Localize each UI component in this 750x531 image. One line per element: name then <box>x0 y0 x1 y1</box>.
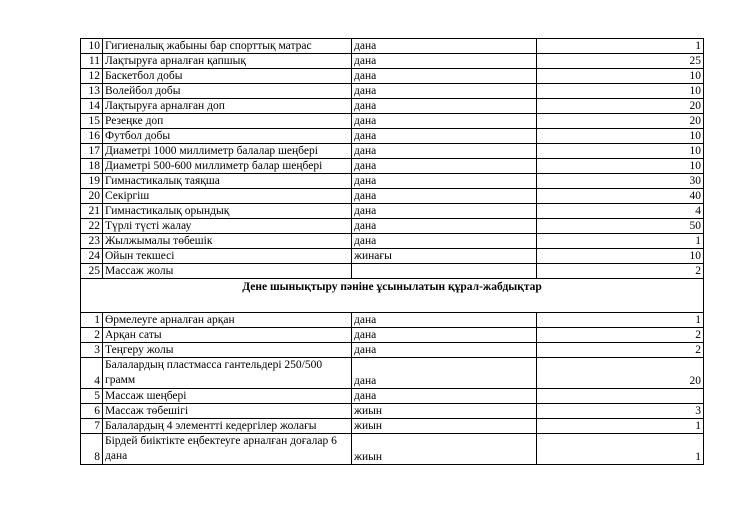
item-name: Бірдей биіктікте еңбектеуге арналған доғалар 6 дана <box>103 434 352 465</box>
item-quantity: 1 <box>537 434 704 465</box>
item-quantity: 30 <box>537 174 704 189</box>
item-name: Диаметрі 500-600 миллиметр балар шеңбері <box>103 159 352 174</box>
item-quantity: 20 <box>537 358 704 389</box>
row-number: 22 <box>81 219 103 234</box>
item-name: Волейбол добы <box>103 84 352 99</box>
row-number: 24 <box>81 249 103 264</box>
item-quantity: 2 <box>537 264 704 279</box>
row-number: 1 <box>81 313 103 328</box>
item-name: Өрмелеуге арналған арқан <box>103 313 352 328</box>
item-name: Баскетбол добы <box>103 69 352 84</box>
item-unit: дана <box>352 54 537 69</box>
item-name: Балалардың 4 элементті кедергілер жолағы <box>103 419 352 434</box>
item-unit: жиын <box>352 404 537 419</box>
row-number: 2 <box>81 328 103 343</box>
item-quantity: 10 <box>537 159 704 174</box>
table-row <box>81 313 704 328</box>
item-quantity: 10 <box>537 144 704 159</box>
item-quantity: 2 <box>537 328 704 343</box>
table-row <box>81 159 704 174</box>
item-unit: жинағы <box>352 249 537 264</box>
row-number: 5 <box>81 389 103 404</box>
item-quantity: 10 <box>537 129 704 144</box>
item-quantity: 10 <box>537 249 704 264</box>
item-unit: дана <box>352 174 537 189</box>
section-title: Дене шынықтыру пәніне ұсынылатын құрал-жабдықтар <box>81 279 704 313</box>
item-unit: дана <box>352 159 537 174</box>
item-name: Ойын текшесі <box>103 249 352 264</box>
row-number: 15 <box>81 114 103 129</box>
item-unit: дана <box>352 99 537 114</box>
item-name: Массаж төбешігі <box>103 404 352 419</box>
item-unit: дана <box>352 39 537 54</box>
table-row <box>81 234 704 249</box>
item-name: Гимнастикалық таяқша <box>103 174 352 189</box>
item-quantity: 1 <box>537 313 704 328</box>
item-unit: дана <box>352 313 537 328</box>
item-name: Түрлі түсті жалау <box>103 219 352 234</box>
table-row <box>81 328 704 343</box>
item-name: Диаметрі 1000 миллиметр балалар шеңбері <box>103 144 352 159</box>
item-quantity: 10 <box>537 84 704 99</box>
item-quantity: 25 <box>537 54 704 69</box>
item-quantity: 2 <box>537 343 704 358</box>
item-quantity <box>537 389 704 404</box>
row-number: 21 <box>81 204 103 219</box>
item-unit: жиын <box>352 434 537 465</box>
item-unit: дана <box>352 114 537 129</box>
row-number: 20 <box>81 189 103 204</box>
item-name: Гимнастикалық орындық <box>103 204 352 219</box>
item-quantity: 3 <box>537 404 704 419</box>
item-unit: жиын <box>352 419 537 434</box>
table-row <box>81 99 704 114</box>
item-quantity: 1 <box>537 39 704 54</box>
item-unit: дана <box>352 144 537 159</box>
table-row <box>81 174 704 189</box>
table-row <box>81 249 704 264</box>
row-number: 16 <box>81 129 103 144</box>
item-unit: дана <box>352 189 537 204</box>
table-row <box>81 189 704 204</box>
row-number: 13 <box>81 84 103 99</box>
equipment-table <box>80 38 704 465</box>
item-name: Массаж жолы <box>103 264 352 279</box>
table-row <box>81 144 704 159</box>
row-number: 7 <box>81 419 103 434</box>
row-number: 10 <box>81 39 103 54</box>
item-quantity: 4 <box>537 204 704 219</box>
table-row <box>81 129 704 144</box>
item-name: Резеңке доп <box>103 114 352 129</box>
row-number: 25 <box>81 264 103 279</box>
item-unit: дана <box>352 389 537 404</box>
table-row <box>81 54 704 69</box>
item-name: Секіргіш <box>103 189 352 204</box>
table-row <box>81 69 704 84</box>
item-unit: дана <box>352 358 537 389</box>
item-unit: дана <box>352 129 537 144</box>
table-row <box>81 343 704 358</box>
table-row <box>81 404 704 419</box>
section-header-row <box>81 279 704 313</box>
item-quantity: 50 <box>537 219 704 234</box>
table-row <box>81 434 704 465</box>
table-row <box>81 204 704 219</box>
table-row <box>81 389 704 404</box>
item-quantity: 10 <box>537 69 704 84</box>
row-number: 17 <box>81 144 103 159</box>
table-row <box>81 419 704 434</box>
item-unit: дана <box>352 328 537 343</box>
table-row <box>81 114 704 129</box>
item-quantity: 40 <box>537 189 704 204</box>
row-number: 23 <box>81 234 103 249</box>
item-name: Массаж шеңбері <box>103 389 352 404</box>
item-unit <box>352 264 537 279</box>
item-quantity: 1 <box>537 419 704 434</box>
item-name: Арқан саты <box>103 328 352 343</box>
item-unit: дана <box>352 69 537 84</box>
item-quantity: 20 <box>537 114 704 129</box>
row-number: 14 <box>81 99 103 114</box>
item-name: Теңгеру жолы <box>103 343 352 358</box>
item-name: Жылжымалы төбешік <box>103 234 352 249</box>
row-number: 18 <box>81 159 103 174</box>
table-row <box>81 219 704 234</box>
item-unit: дана <box>352 234 537 249</box>
row-number: 8 <box>81 434 103 465</box>
row-number: 12 <box>81 69 103 84</box>
table-row <box>81 39 704 54</box>
row-number: 4 <box>81 358 103 389</box>
row-number: 11 <box>81 54 103 69</box>
item-name: Футбол добы <box>103 129 352 144</box>
item-unit: дана <box>352 84 537 99</box>
item-name: Балалардың пластмасса гантельдері 250/500 грамм <box>103 358 352 389</box>
item-unit: дана <box>352 219 537 234</box>
row-number: 19 <box>81 174 103 189</box>
table-body <box>81 39 704 465</box>
item-name: Лақтыруға арналған қапшық <box>103 54 352 69</box>
table-row <box>81 358 704 389</box>
item-name: Лақтыруға арналған доп <box>103 99 352 114</box>
row-number: 3 <box>81 343 103 358</box>
table-row <box>81 264 704 279</box>
item-name: Гигиеналық жабыны бар спорттық матрас <box>103 39 352 54</box>
item-quantity: 20 <box>537 99 704 114</box>
item-unit: дана <box>352 343 537 358</box>
table-row <box>81 84 704 99</box>
row-number: 6 <box>81 404 103 419</box>
item-quantity: 1 <box>537 234 704 249</box>
item-unit: дана <box>352 204 537 219</box>
